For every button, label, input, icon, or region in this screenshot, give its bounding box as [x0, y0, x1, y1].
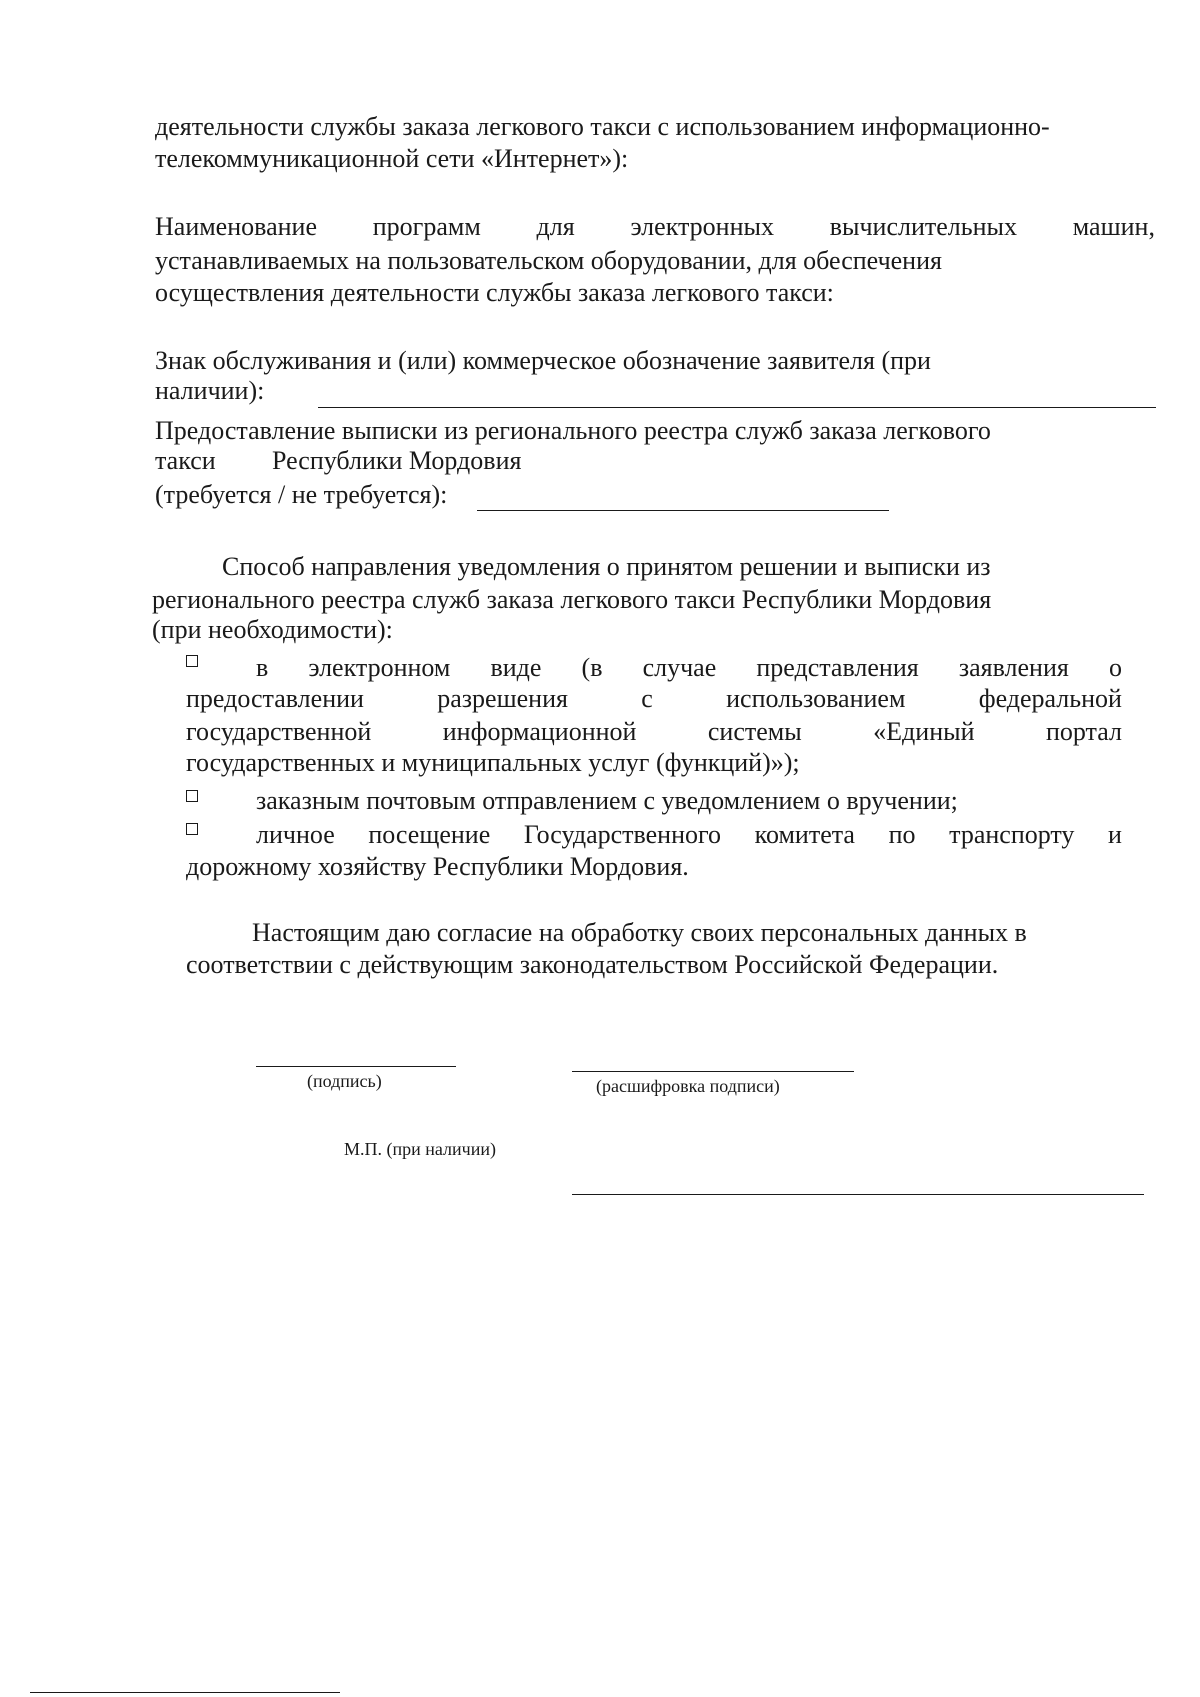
- extract-fill-line: [477, 510, 889, 511]
- signature-line: [256, 1066, 456, 1067]
- option-visit-line-1: личное посещение Государственного комитета по транспорту и: [256, 820, 1122, 849]
- extract-line-2a: такси: [155, 446, 216, 475]
- option-visit-line-2: дорожному хозяйству Республики Мордовия.: [186, 852, 689, 881]
- extract-line-1: Предоставление выписки из регионального реестра служб заказа легкового: [155, 416, 991, 445]
- trademark-fill-line: [318, 407, 1156, 408]
- notification-line-1: Способ направления уведомления о принятом решении и выписки из: [222, 552, 991, 581]
- software-line-2: устанавливаемых на пользовательском оборудовании, для обеспечения: [155, 246, 942, 275]
- intro-line-2: телекоммуникационной сети «Интернет»):: [155, 144, 629, 173]
- notification-line-2: регионального реестра служб заказа легкового такси Республики Мордовия: [152, 585, 992, 614]
- extract-line-2b: Республики Мордовия: [272, 446, 522, 475]
- extract-line-3: (требуется / не требуется):: [155, 480, 448, 509]
- option-electronic-line-3: государственной информационной системы «Единый портал: [186, 717, 1122, 746]
- checkbox-electronic[interactable]: [186, 655, 198, 667]
- intro-line-1: [155, 112, 1135, 142]
- option-electronic-line-2: предоставлении разрешения с использованием федеральной: [186, 684, 1122, 713]
- stamp-label: М.П. (при наличии): [344, 1139, 496, 1159]
- option-electronic-line-1: в электронном виде (в случае представления заявления о: [256, 653, 1122, 682]
- checkbox-visit[interactable]: [186, 823, 198, 835]
- signature-label: (подпись): [307, 1071, 382, 1091]
- checkbox-mail[interactable]: [186, 790, 198, 802]
- software-line-3: осуществления деятельности службы заказа легкового такси:: [155, 278, 834, 307]
- software-line-1: Наименование программ для электронных вычислительных машин,: [155, 212, 1155, 241]
- trademark-line-1: Знак обслуживания и (или) коммерческое обозначение заявителя (при: [155, 346, 931, 375]
- signature-decode-label: (расшифровка подписи): [596, 1076, 780, 1096]
- intro-text-1: деятельности службы заказа легкового такси с использованием информационно-: [155, 112, 1050, 141]
- footnote-separator: [30, 1692, 340, 1693]
- date-line: [572, 1194, 1144, 1195]
- consent-line-1: Настоящим даю согласие на обработку своих персональных данных в: [252, 918, 1027, 947]
- signature-decode-line: [572, 1071, 854, 1072]
- notification-line-3: (при необходимости):: [152, 615, 393, 644]
- option-mail: заказным почтовым отправлением с уведомлением о вручении;: [256, 786, 958, 815]
- consent-line-2: соответствии с действующим законодательством Российской Федерации.: [186, 950, 999, 979]
- option-electronic-line-4: государственных и муниципальных услуг (функций)»);: [186, 748, 800, 777]
- trademark-line-2: наличии):: [155, 376, 265, 405]
